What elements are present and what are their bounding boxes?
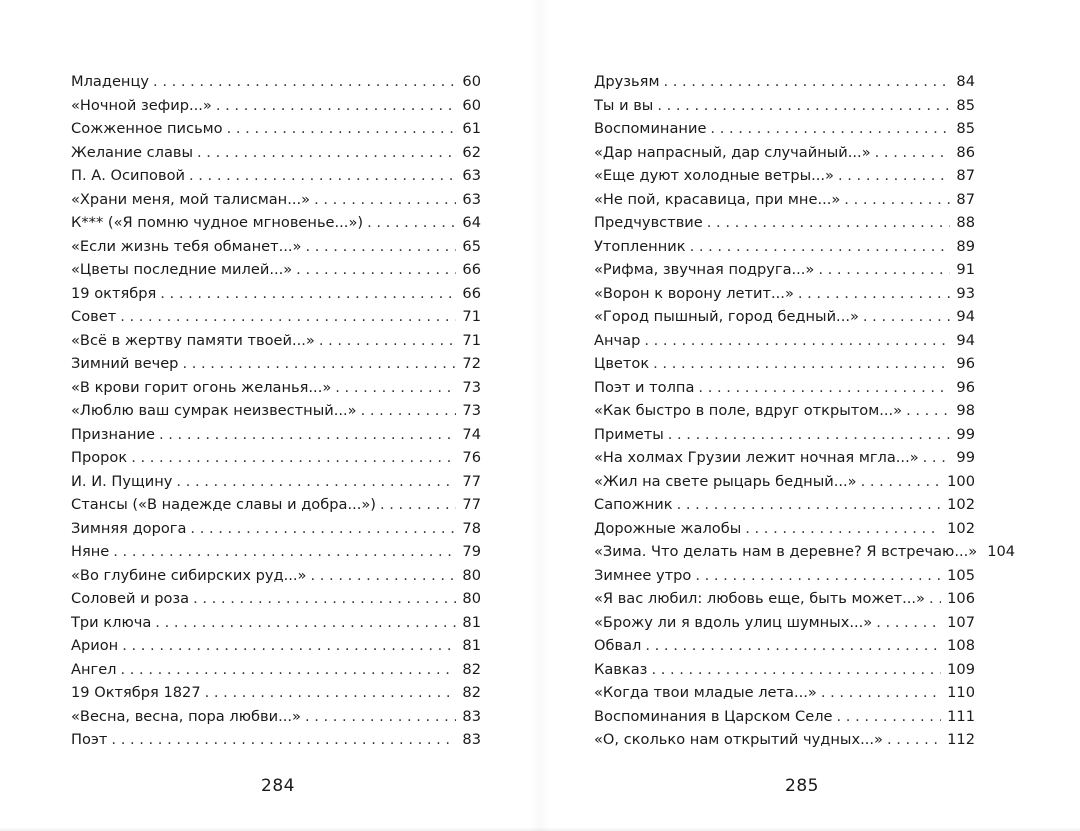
toc-entry-page: 65 [462, 237, 481, 255]
toc-entry-page: 94 [956, 308, 975, 325]
toc-leader-dots [677, 493, 942, 517]
toc-entry-title: Сожженное письмо [71, 120, 223, 137]
toc-entry-page: 107 [947, 613, 975, 631]
toc-leader-dots [707, 211, 951, 235]
toc-leader-dots [111, 728, 456, 752]
toc-leader-dots [844, 188, 950, 212]
toc-entry [71, 399, 481, 423]
toc-entry [594, 658, 975, 682]
toc-entry-page: 64 [462, 214, 481, 231]
toc-entry [71, 164, 481, 188]
toc-leader-dots [653, 352, 950, 376]
toc-entry-page: 71 [462, 331, 481, 349]
toc-entry-page: 96 [956, 378, 975, 396]
toc-entry-title: Пророк [71, 449, 128, 466]
toc-leader-dots [821, 681, 941, 705]
toc-leader-dots [645, 634, 941, 658]
toc-entry-title: «Жил на свете рыцарь бедный...» [594, 472, 857, 490]
toc-entry [594, 517, 975, 541]
toc-entry-page: 83 [462, 731, 481, 748]
toc-entry-page: 87 [956, 167, 975, 184]
toc-entry-page: 82 [462, 660, 481, 678]
toc-entry-title: «Как быстро в поле, вдруг открытом...» [594, 402, 903, 419]
toc-entry [594, 681, 975, 705]
toc-entry-page: 63 [462, 190, 481, 208]
toc-entry [71, 634, 481, 658]
book-gutter [530, 0, 550, 831]
toc-entry-title: Обвал [594, 637, 642, 654]
toc-entry-title: Зимнее утро [594, 566, 692, 584]
toc-entry [71, 376, 481, 400]
toc-entry-title: Воспоминание [594, 120, 707, 137]
toc-entry [71, 564, 481, 588]
toc-leader-dots [305, 235, 456, 259]
toc-entry-title: Три ключа [71, 613, 152, 631]
toc-entry-title: Утопленник [594, 237, 686, 255]
toc-entry-page: 79 [462, 543, 481, 560]
toc-entry-title: Цветок [594, 355, 650, 372]
toc-entry-page: 86 [956, 143, 975, 161]
toc-leader-dots [310, 564, 456, 588]
toc-leader-dots [875, 141, 951, 165]
toc-entry [71, 141, 481, 165]
toc-entry-page: 89 [956, 237, 975, 255]
toc-entry-page: 74 [462, 425, 481, 443]
toc-entry-title: Поэт [71, 731, 108, 748]
toc-entry [594, 235, 975, 259]
toc-entry-page: 104 [987, 543, 1016, 560]
toc-entry-page: 84 [956, 73, 975, 90]
toc-entry-title: Дорожные жалобы [594, 519, 742, 537]
toc-leader-dots [216, 94, 457, 118]
toc-entry [71, 517, 481, 541]
right-page-toc [594, 70, 1016, 752]
toc-entry-page: 80 [462, 590, 481, 607]
toc-entry-title: 19 Октября 1827 [71, 684, 201, 701]
toc-entry-page: 85 [956, 120, 975, 137]
toc-entry-page: 94 [956, 331, 975, 349]
toc-entry [71, 423, 481, 447]
toc-leader-dots [160, 282, 456, 306]
toc-entry-title: «Не пой, красавица, при мне...» [594, 190, 841, 208]
toc-entry-page: 60 [462, 73, 481, 90]
toc-entry [594, 352, 975, 376]
toc-entry [71, 117, 481, 141]
toc-entry-page: 100 [947, 472, 975, 490]
toc-entry-page: 83 [462, 707, 481, 725]
toc-entry [594, 282, 975, 306]
toc-leader-dots [205, 681, 457, 705]
toc-entry [594, 258, 975, 282]
toc-entry [594, 376, 975, 400]
toc-entry [594, 423, 975, 447]
toc-leader-dots [319, 329, 457, 353]
toc-leader-dots [863, 305, 951, 329]
toc-entry [71, 658, 481, 682]
toc-entry [71, 681, 481, 705]
page-number-right: 285 [785, 776, 819, 796]
toc-entry [71, 188, 481, 212]
toc-leader-dots [798, 282, 951, 306]
toc-leader-dots [227, 117, 457, 141]
toc-list-right [594, 70, 1016, 752]
toc-leader-dots [657, 94, 950, 118]
toc-entry [594, 305, 975, 329]
toc-entry-page: 66 [462, 284, 481, 302]
toc-leader-dots [745, 517, 941, 541]
toc-entry-title: Признание [71, 425, 155, 443]
toc-entry [594, 117, 975, 141]
toc-entry-page: 91 [956, 261, 975, 278]
toc-leader-dots [668, 423, 951, 447]
toc-entry [71, 587, 481, 611]
toc-entry-page: 88 [956, 214, 975, 231]
toc-entry [594, 634, 975, 658]
toc-entry-page: 76 [462, 449, 481, 466]
toc-leader-dots [189, 164, 456, 188]
toc-leader-dots [698, 376, 950, 400]
toc-entry-page: 110 [947, 684, 975, 701]
toc-entry [594, 587, 975, 611]
toc-leader-dots [380, 493, 456, 517]
toc-leader-dots [929, 587, 941, 611]
toc-leader-dots [120, 305, 456, 329]
toc-entry-title: «Я вас любил: любовь еще, быть может...» [594, 590, 925, 607]
toc-entry-page: 81 [462, 637, 481, 654]
page-bottom-edge [0, 827, 1080, 831]
toc-entry-page: 102 [947, 519, 975, 537]
left-page-toc [71, 70, 481, 752]
toc-entry-page: 72 [462, 355, 481, 372]
toc-entry-title: Зимняя дорога [71, 519, 187, 537]
toc-entry [594, 188, 975, 212]
toc-entry [594, 540, 1016, 564]
toc-entry-page: 77 [462, 496, 481, 513]
toc-entry-page: 105 [947, 566, 975, 584]
toc-entry-page: 81 [462, 613, 481, 631]
toc-entry-title: Сапожник [594, 496, 673, 513]
toc-leader-dots [651, 658, 941, 682]
toc-entry-title: Кавказ [594, 660, 648, 678]
toc-entry-page: 96 [956, 355, 975, 372]
toc-entry-title: Анчар [594, 331, 641, 349]
toc-leader-dots [335, 376, 456, 400]
toc-leader-dots [710, 117, 950, 141]
toc-entry-page: 109 [947, 660, 975, 678]
toc-entry [594, 728, 975, 752]
toc-leader-dots [818, 258, 950, 282]
toc-entry-title: Воспоминания в Царском Селе [594, 707, 833, 725]
toc-entry-title: «Зима. Что делать нам в деревне? Я встречаю...» [594, 543, 978, 560]
toc-entry-title: «Еще дуют холодные ветры...» [594, 167, 834, 184]
toc-entry-title: Предчувствие [594, 214, 703, 231]
toc-entry-title: Младенцу [71, 73, 150, 90]
toc-leader-dots [159, 423, 456, 447]
toc-leader-dots [361, 399, 457, 423]
toc-entry [594, 164, 975, 188]
toc-entry [594, 94, 975, 118]
toc-entry-title: «Брожу ли я вдоль улиц шумных...» [594, 613, 873, 631]
toc-entry-page: 61 [462, 120, 481, 137]
toc-entry-title: «Город пышный, город бедный...» [594, 308, 859, 325]
toc-leader-dots [305, 705, 456, 729]
toc-leader-dots [644, 329, 950, 353]
toc-entry-page: 93 [956, 284, 975, 302]
toc-entry-title: Соловей и роза [71, 590, 190, 607]
toc-entry-page: 98 [956, 402, 975, 419]
toc-entry-page: 106 [947, 590, 975, 607]
toc-entry [71, 611, 481, 635]
toc-entry [71, 70, 481, 94]
toc-entry [594, 329, 975, 353]
toc-entry-title: «Всё в жертву памяти твоей...» [71, 331, 315, 349]
toc-entry-title: И. И. Пущину [71, 472, 173, 490]
toc-entry-page: 78 [462, 519, 481, 537]
toc-entry [71, 94, 481, 118]
toc-entry [594, 493, 975, 517]
toc-entry-title: Поэт и толпа [594, 378, 695, 396]
toc-entry-title: «Дар напрасный, дар случайный...» [594, 143, 871, 161]
toc-entry [594, 470, 975, 494]
toc-entry-title: «Ночной зефир...» [71, 96, 212, 114]
toc-entry-title: «Цветы последние милей...» [71, 261, 293, 278]
toc-entry-title: «Весна, весна, пора любви...» [71, 707, 301, 725]
toc-entry-page: 99 [956, 449, 975, 466]
toc-entry [71, 446, 481, 470]
toc-entry-title: Друзьям [594, 73, 660, 90]
toc-list-left [71, 70, 481, 752]
toc-entry-title: «На холмах Грузии лежит ночная мгла...» [594, 449, 919, 466]
toc-leader-dots [296, 258, 456, 282]
toc-leader-dots [197, 141, 456, 165]
toc-leader-dots [314, 188, 456, 212]
toc-entry-title: К*** («Я помню чудное мгновенье...») [71, 214, 364, 231]
toc-entry [71, 728, 481, 752]
toc-entry [71, 705, 481, 729]
toc-entry [71, 305, 481, 329]
toc-entry [594, 141, 975, 165]
toc-leader-dots [838, 164, 950, 188]
toc-entry-title: «О, сколько нам открытий чудных...» [594, 731, 883, 748]
toc-entry-page: 63 [462, 167, 481, 184]
toc-leader-dots [190, 517, 456, 541]
toc-entry-title: «В крови горит огонь желанья...» [71, 378, 332, 396]
toc-entry [71, 470, 481, 494]
toc-entry [594, 705, 975, 729]
toc-leader-dots [367, 211, 456, 235]
toc-entry-page: 111 [947, 707, 975, 725]
toc-entry [71, 493, 481, 517]
toc-entry-title: Няне [71, 543, 110, 560]
toc-entry-title: Арион [71, 637, 119, 654]
toc-entry-page: 73 [462, 378, 481, 396]
toc-entry [594, 211, 975, 235]
toc-entry [71, 258, 481, 282]
toc-leader-dots [837, 705, 942, 729]
toc-entry-page: 99 [956, 425, 975, 443]
toc-entry-title: «Когда твои младые лета...» [594, 684, 817, 701]
toc-entry-title: Зимний вечер [71, 355, 179, 372]
toc-entry-title: Желание славы [71, 143, 194, 161]
toc-entry [594, 70, 975, 94]
toc-entry-title: Стансы («В надежде славы и добра...») [71, 496, 376, 513]
toc-entry [594, 399, 975, 423]
toc-entry [71, 540, 481, 564]
toc-entry-page: 66 [462, 261, 481, 278]
toc-entry-page: 71 [462, 308, 481, 325]
page-number-left: 284 [261, 776, 295, 796]
toc-entry-title: «Люблю ваш сумрак неизвестный...» [71, 402, 357, 419]
toc-entry-page: 108 [947, 637, 975, 654]
toc-leader-dots [663, 70, 950, 94]
toc-entry [594, 446, 975, 470]
toc-leader-dots [906, 399, 950, 423]
toc-entry-title: П. А. Осиповой [71, 167, 185, 184]
toc-entry [71, 282, 481, 306]
toc-entry-title: «Ворон к ворону летит...» [594, 284, 794, 302]
toc-leader-dots [155, 611, 456, 635]
toc-entry [71, 352, 481, 376]
toc-entry-title: Приметы [594, 425, 664, 443]
toc-entry [594, 564, 975, 588]
toc-leader-dots [182, 352, 456, 376]
toc-leader-dots [861, 470, 942, 494]
toc-leader-dots [131, 446, 456, 470]
toc-entry-title: Ты и вы [594, 96, 654, 114]
toc-entry-page: 85 [956, 96, 975, 114]
toc-entry-page: 87 [956, 190, 975, 208]
toc-leader-dots [121, 658, 457, 682]
toc-entry-page: 73 [462, 402, 481, 419]
toc-leader-dots [923, 446, 951, 470]
toc-leader-dots [887, 728, 941, 752]
toc-leader-dots [690, 235, 951, 259]
toc-entry-title: Совет [71, 308, 117, 325]
toc-entry [594, 611, 975, 635]
toc-leader-dots [176, 470, 456, 494]
toc-entry-title: Ангел [71, 660, 117, 678]
toc-entry-page: 60 [462, 96, 481, 114]
toc-leader-dots [113, 540, 456, 564]
toc-entry [71, 329, 481, 353]
toc-leader-dots [876, 611, 941, 635]
toc-entry-page: 77 [462, 472, 481, 490]
toc-leader-dots [695, 564, 941, 588]
toc-leader-dots [122, 634, 456, 658]
toc-leader-dots [153, 70, 456, 94]
toc-entry [71, 235, 481, 259]
toc-entry-title: 19 октября [71, 284, 157, 302]
toc-entry-title: «Храни меня, мой талисман...» [71, 190, 311, 208]
toc-entry-title: «Во глубине сибирских руд...» [71, 566, 307, 584]
toc-entry [71, 211, 481, 235]
toc-entry-title: «Рифма, звучная подруга...» [594, 261, 815, 278]
toc-entry-page: 112 [947, 731, 975, 748]
toc-entry-page: 82 [462, 684, 481, 701]
toc-entry-page: 102 [947, 496, 975, 513]
toc-entry-page: 80 [462, 566, 481, 584]
toc-entry-title: «Если жизнь тебя обманет...» [71, 237, 302, 255]
toc-entry-page: 62 [462, 143, 481, 161]
toc-leader-dots [193, 587, 456, 611]
